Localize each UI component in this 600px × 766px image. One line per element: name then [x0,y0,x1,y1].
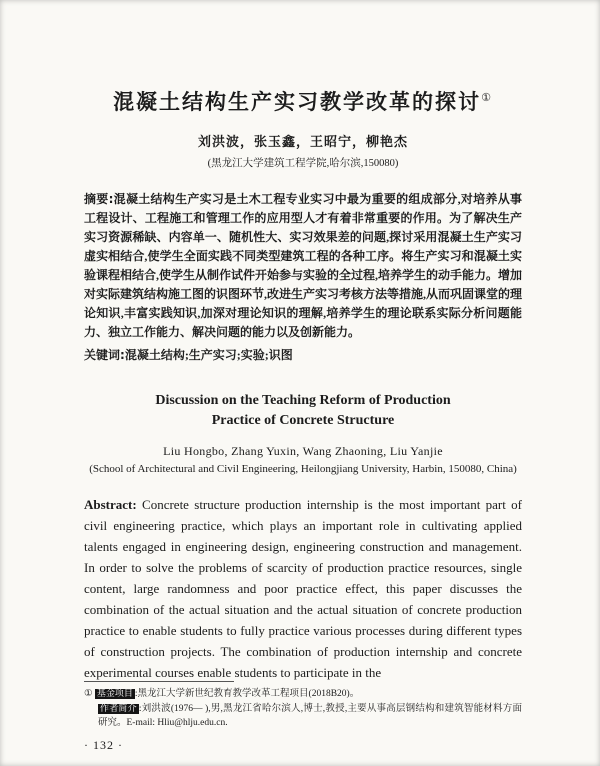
article-title-cn [84,86,522,116]
abstract-en-text: Concrete structure production internship is the most important part of civil engineering practice, which plays an important role in cultivating applied talents engaged in engineering design, engineering construction and management. In order to solve the problems of scarcity of production practice resources, single content, large randomness and poor practice effect, this paper discusses the combination of the actual situation and the actual situation of concrete production practice to enable students to fully practice various processes during different types of construction projects. The combination of production internship and concrete experimental courses enable students to participate in the [84,497,522,680]
article-title-text: 混凝土结构生产实习教学改革的探讨 [113,90,482,114]
title-footnote-marker: ① [481,91,493,104]
authors-cn: 刘洪波，张玉鑫，王昭宁，柳艳杰 [197,134,408,149]
affiliation-cn: (黑龙江大学建筑工程学院,哈尔滨,150080) [207,158,399,169]
page-number: · 132 · [84,737,123,752]
article-title-en: Discussion on the Teaching Reform of Production Practice of Concrete Structure [155,393,451,428]
abstract-cn [84,190,522,342]
author-bio-text: :刘洪波(1976— ),男,黑龙江省哈尔滨人,博士,教授,主要从事高层钢结构和建筑智能材料方面研究。E-mail: Hliu@hlju.edu.cn. [98,703,522,728]
keywords-text: 混凝土结构;生产实习;实验;识图 [124,348,293,362]
footnote-marker: ① [84,689,93,699]
authors-en: Liu Hongbo, Zhang Yuxin, Wang Zhaoning, Liu Yanjie [163,444,443,458]
keywords-cn [84,346,522,365]
footnote-divider [84,681,234,682]
author-bio-label: 作者简介 [100,703,137,714]
page-footer [84,681,522,752]
footnote-bio [84,702,522,731]
affiliation-en: (School of Architectural and Civil Engineering, Heilongjiang University, Harbin, 150080, China) [89,463,517,475]
abstract-en-label: Abstract: [84,497,137,512]
abstract-cn-label: 摘要: [84,192,114,206]
fund-project-text: :黑龙江大学新世纪教育教学改革工程项目(2018B20)。 [134,689,360,699]
abstract-cn-text: 混凝土结构生产实习是土木工程专业实习中最为重要的组成部分,对培养从事工程设计、工程施工和管理工作的应用型人才有着非常重要的作用。为了解决生产实习资源稀缺、内容单一、随机性大、实习效果差的问题,探讨采用混凝土生产实习虚实相结合,使学生全面实践不同类型建筑工程的各种工序。将生产实习和混凝土实验课程相结合,使学生从制作试件开始参与实验的全过程,培养学生的动手能力。增加对实际建筑结构施工图的识图环节,改进生产实习考核方法等措施,从而巩固课堂的理论知识,丰富实践知识,加深对理论知识的理解,培养学生的理论联系实际分析问题能力、独立工作能力、解决问题的能力以及创新能力。 [84,192,523,339]
footnote-fund [84,687,522,702]
keywords-label: 关键词: [84,348,125,362]
fund-project-label: 基金项目 [96,689,133,699]
abstract-en [84,494,522,683]
